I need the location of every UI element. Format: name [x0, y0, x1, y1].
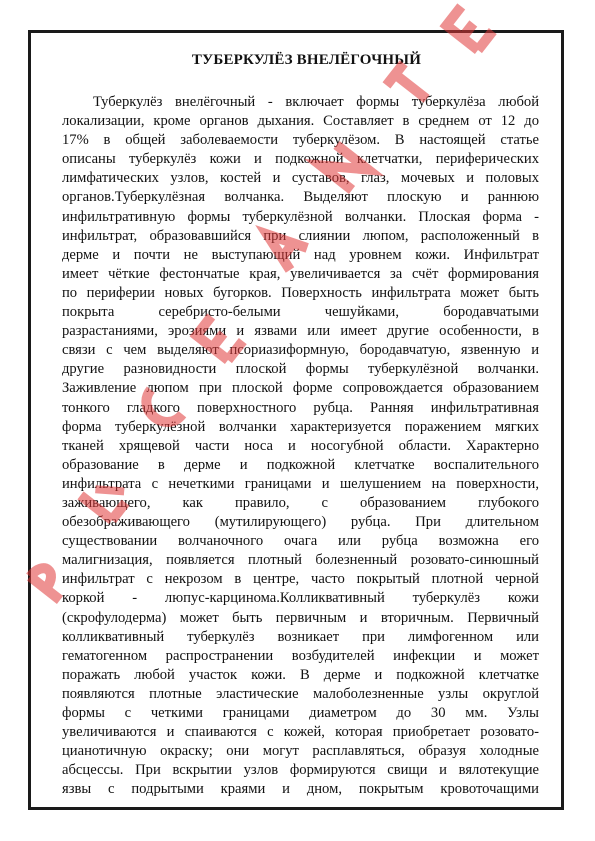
- document-body: [62, 50, 539, 799]
- text-line: появляются плотные эластические малоболезненные узлы округлой: [62, 685, 539, 702]
- text-line: инфильтрата с нечеткими границами и шелушением на поверхности,: [62, 475, 539, 492]
- text-line: поражать любой участок кожи. В дерме и подкожной клетчатке: [62, 666, 539, 683]
- text-line: Туберкулёз внелёгочный - включает формы туберкулёза любой: [93, 94, 539, 110]
- text-line: (скрофулодерма) может быть первичным и вторичным. Первичный: [62, 609, 539, 626]
- text-line: описаны туберкулёз кожи и подкожной клетчатки, периферических: [62, 151, 539, 168]
- text-line: тонкого гладкого поверхностного рубца. Ранняя инфильтративная: [62, 399, 539, 416]
- text-line: покрыта серебристо-белыми чешуйками, бородавчатыми: [62, 304, 539, 321]
- article-text: [62, 93, 539, 799]
- document-title: ТУБЕРКУЛЁЗ ВНЕЛЁГОЧНЫЙ: [191, 52, 422, 68]
- text-line: 17% в общей заболеваемости туберкулёзом. В настоящей статье: [62, 132, 539, 149]
- text-line: форма туберкулёзной волчанки характеризуется поражением мягких: [62, 418, 539, 435]
- text-line: Заживление люпом при плоской форме сопровождается образованием: [62, 380, 539, 397]
- text-line: органов.Туберкулёзная волчанка. Выделяют плоскую и раннюю: [62, 189, 539, 206]
- text-line: разрастаниями, эрозиями и язвами или имеет другие особенности, в: [62, 323, 539, 340]
- text-line: локализации, кроме органов дыхания. Составляет в среднем от 12 до: [62, 113, 539, 130]
- text-line: цианотичную окраску; они могут расплавляться, образуя холодные: [62, 743, 539, 760]
- text-line: лимфатических узлов, костей и суставов, глаз, мочевых и половых: [62, 170, 539, 187]
- text-line: по периферии новых бугорков. Поверхность инфильтрата может быть: [62, 284, 539, 301]
- text-line: язвы с подрытыми краями и дном, покрытым кровоточащими: [62, 781, 539, 798]
- text-line: тканей хрящевой части носа и носогубной области. Характерно: [62, 437, 539, 454]
- text-line: обезображивающего (мутилирующего) рубца. При длительном: [62, 514, 539, 531]
- text-line: инфильтрат, образовавшийся при слиянии люпом, расположенный в: [62, 227, 539, 244]
- text-line: гематогенном распространении возбудителей инфекции и может: [62, 647, 539, 664]
- text-line: связи с чем выделяют псориазиформную, бородавчатую, язвенную и: [62, 342, 539, 359]
- text-line: другие разновидности плоской формы туберкулёзной волчанки.: [62, 361, 539, 378]
- text-line: существовании волчаночного очага или рубца возможна его: [62, 533, 539, 550]
- text-line: дерме и почти не выступающий над уровнем кожи. Инфильтрат: [62, 246, 539, 263]
- text-line: имеет чёткие фестончатые края, увеличивается за счёт формирования: [62, 265, 539, 282]
- text-line: малигнизация, появляется плотный болезненный розовато-синюшный: [62, 552, 539, 569]
- text-line: колликвативный туберкулёз возникает при лимфогенном или: [62, 628, 539, 645]
- text-line: коркой - люпус-карцинома.Колликвативный туберкулёз кожи: [62, 590, 539, 607]
- text-line: заживающего, как правило, с образованием глубокого: [62, 494, 539, 511]
- text-line: увеличиваются и спаиваются с кожей, которая приобретает розовато-: [62, 724, 539, 741]
- text-line: формы с четкими границами диаметром до 30 мм. Узлы: [62, 705, 539, 721]
- text-line: абсцессы. При вскрытии узлов формируются свищи и вялотекущие: [62, 762, 539, 779]
- text-line: инфильтративную формы туберкулёзной волчанки. Плоская форма -: [62, 208, 539, 225]
- text-line: образование в дерме и подкожной клетчатке воспалительного: [62, 456, 539, 473]
- text-line: инфильтрат с некрозом в центре, часто покрытый плотной черной: [62, 571, 539, 588]
